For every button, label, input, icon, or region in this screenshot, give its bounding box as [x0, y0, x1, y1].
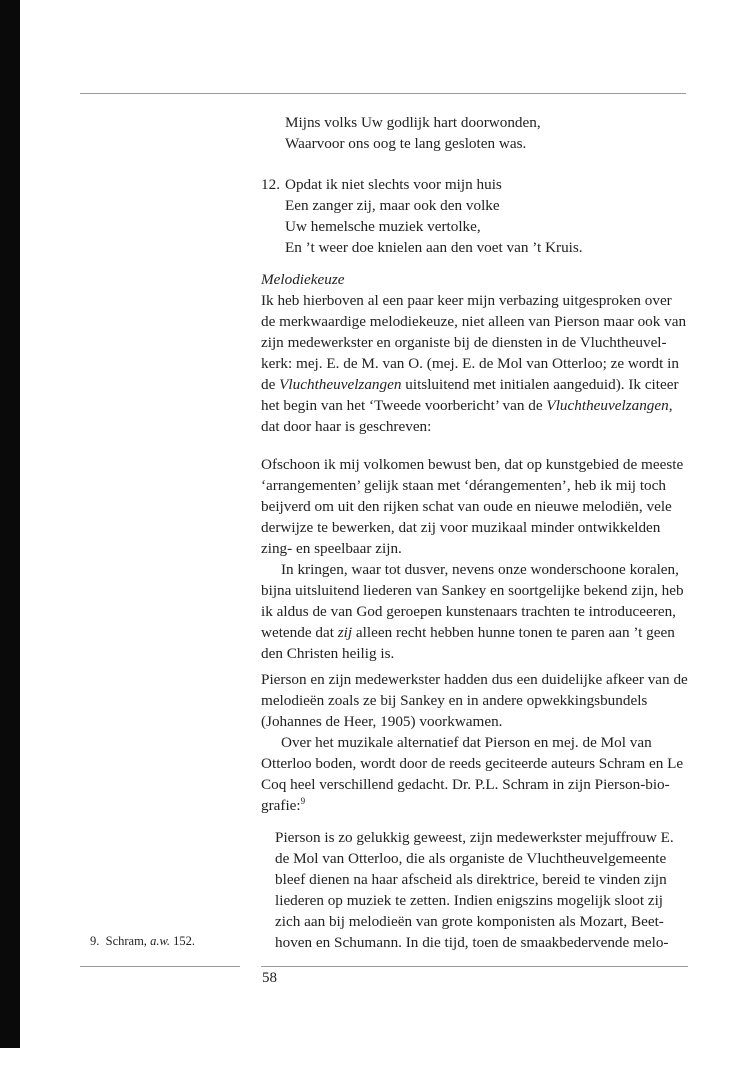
paragraph-line: Over het muzikale alternatief dat Pierson en mej. de Mol van	[281, 734, 652, 751]
poem-line: En ’t weer doe knielen aan den voet van ’t Kruis.	[285, 239, 583, 256]
footnote-ref: a.w.	[150, 934, 170, 948]
scan-binding-edge	[0, 0, 20, 1048]
book-title: Vluchtheuvelzangen	[546, 397, 669, 414]
quote-line: wetende dat zij alleen recht hebben hunne tonen te paren aan ’t geen	[261, 624, 675, 641]
paragraph-line: de merkwaardige melodiekeuze, niet alleen van Pierson maar ook van	[261, 313, 687, 330]
quote-line: zich aan bij melodieën van grote komponisten als Mozart, Beet-	[275, 913, 664, 930]
paragraph-line: kerk: mej. E. de M. van O. (mej. E. de Mol van Otterloo; ze wordt in	[261, 355, 679, 372]
poem-line: Een zanger zij, maar ook den volke	[285, 197, 500, 214]
paragraph-line: Coq heel verschillend gedacht. Dr. P.L. Schram in zijn Pierson-bio-	[261, 776, 670, 793]
quote-line: liederen op muziek te zetten. Indien enigszins mogelijk sloot zij	[275, 892, 664, 909]
paragraph-line: het begin van het ‘Tweede voorbericht’ van de Vluchtheuvelzangen,	[261, 397, 673, 414]
footnote-author: Schram,	[105, 934, 151, 948]
quote-line: derwijze te bewerken, dat zij voor muzikaal minder ontwikkelden	[261, 519, 661, 536]
paragraph-line: dat door haar is geschreven:	[261, 418, 432, 435]
paragraph-line: zijn medewerkster en organiste bij de diensten in de Vluchtheuvel-	[261, 334, 667, 351]
footnote-page: 152.	[169, 934, 195, 948]
block-quote	[275, 827, 688, 953]
book-title: Vluchtheuvelzangen	[279, 376, 402, 393]
quote-line: beijverd om uit den rijken schat van oude en nieuwe melodiën, vele	[261, 498, 672, 515]
poem-line: Uw hemelsche muziek vertolke,	[285, 218, 481, 235]
quote-line: bijna uitsluitend liederen van Sankey en soortgelijke bekend zijn, heb	[261, 582, 684, 599]
poem-line: Mijns volks Uw godlijk hart doorwonden,	[285, 114, 541, 131]
header-rule	[80, 93, 686, 94]
footer-rule	[261, 966, 688, 967]
paragraph	[261, 669, 688, 816]
quote-line: Pierson is zo gelukkig geweest, zijn medewerkster mejuffrouw E.	[275, 829, 674, 846]
paragraph-line: Ik heb hierboven al een paar keer mijn verbazing uitgesproken over	[261, 292, 672, 309]
section-melodiekeuze	[261, 269, 688, 437]
paragraph-line: grafie:$^9$	[261, 795, 306, 814]
poem-line: Waarvoor ons oog te lang gesloten was.	[285, 135, 527, 152]
section-heading: Melodiekeuze	[261, 271, 345, 288]
block-quote	[261, 454, 688, 664]
quote-line: ik aldus de van God geroepen kunstenaars trachten te introduceeren,	[261, 603, 676, 620]
poem-stanza-end	[261, 112, 541, 154]
footnote-rule	[80, 966, 240, 967]
quote-line: hoven en Schumann. In die tijd, toen de smaakbedervende melo-	[275, 934, 669, 951]
quote-line: den Christen heilig is.	[261, 645, 395, 662]
paragraph-line: melodieën zoals ze bij Sankey en in andere opwekkingsbundels	[261, 692, 648, 709]
footnote-marker: 9	[300, 795, 306, 806]
stanza-number: 12.	[261, 176, 280, 193]
page-number: 58	[262, 970, 277, 986]
paragraph-line: Otterloo boden, wordt door de reeds geciteerde auteurs Schram en Le	[261, 755, 684, 772]
quote-line: ‘arrangementen’ gelijk staan met ‘dérangementen’, heb ik mij toch	[261, 477, 666, 494]
quote-line: In kringen, waar tot dusver, nevens onze wonderschoone koralen,	[281, 561, 679, 578]
quote-line: bleef dienen na haar afscheid als direktrice, bereid te vinden zijn	[275, 871, 667, 888]
paragraph-line: de Vluchtheuvelzangen uitsluitend met initialen aangeduid). Ik citeer	[261, 376, 679, 393]
quote-line: de Mol van Otterloo, die als organiste de Vluchtheuvelgemeente	[275, 850, 667, 867]
quote-line: Ofschoon ik mij volkomen bewust ben, dat op kunstgebied de meeste	[261, 456, 684, 473]
footnote	[90, 933, 195, 949]
poem-line: Opdat ik niet slechts voor mijn huis	[285, 176, 502, 193]
emphasis: zij	[337, 624, 353, 641]
poem-stanza-12	[261, 174, 583, 258]
quote-line: zing- en speelbaar zijn.	[261, 540, 402, 557]
paragraph-line: (Johannes de Heer, 1905) voorkwamen.	[261, 713, 503, 730]
footnote-number: 9.	[90, 934, 100, 948]
paragraph-line: Pierson en zijn medewerkster hadden dus een duidelijke afkeer van de	[261, 671, 688, 688]
